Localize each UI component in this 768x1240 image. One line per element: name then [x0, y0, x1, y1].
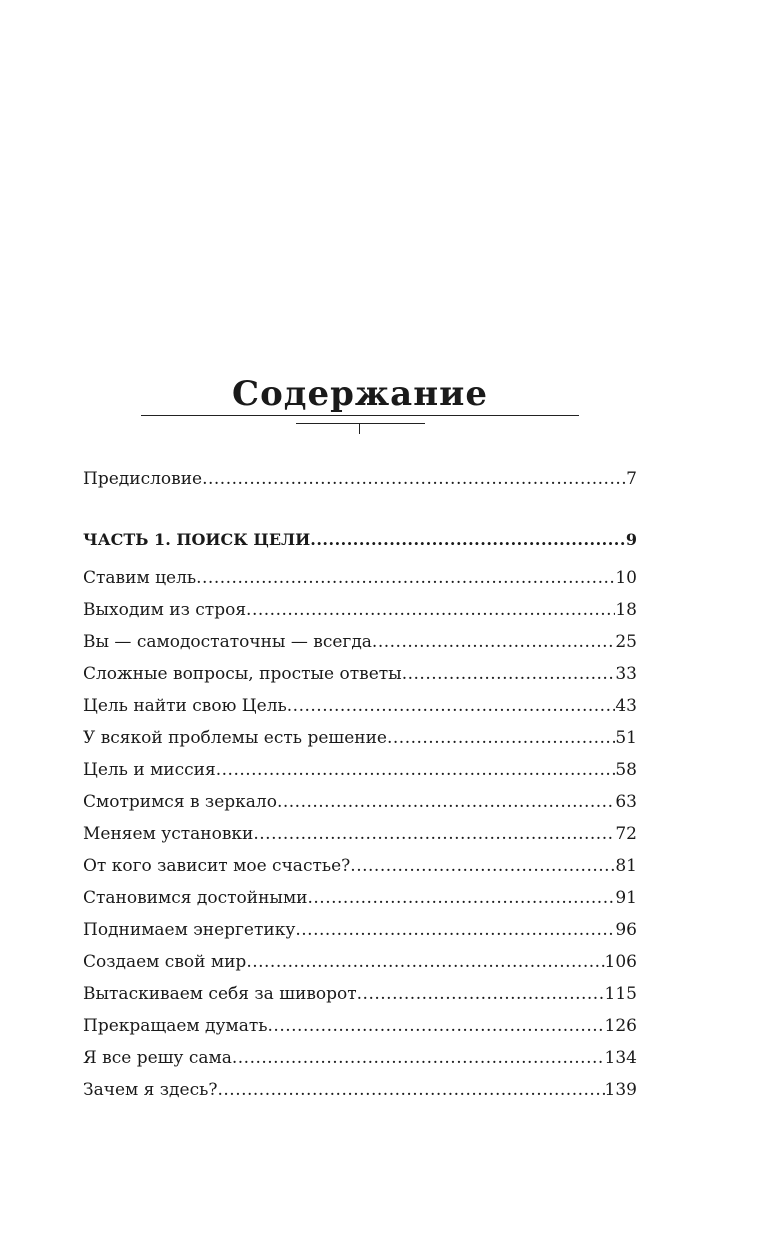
toc-entry-page: 72	[615, 824, 637, 844]
toc-entry-page: 25	[615, 632, 637, 652]
toc-entry-page: 126	[604, 1016, 637, 1036]
toc-entry-page: 58	[615, 760, 637, 780]
dot-leader	[357, 980, 605, 1008]
dot-leader	[310, 526, 626, 554]
toc-entry[interactable]	[83, 724, 637, 752]
toc-entry-title: Смотримся в зеркало	[83, 792, 277, 812]
toc-entry-page: 63	[615, 792, 637, 812]
toc-entry-page: 134	[604, 1048, 637, 1068]
toc-entry-title: Предисловие	[83, 469, 203, 489]
toc-entry-preface[interactable]	[83, 465, 637, 493]
toc-entry-page: 7	[626, 469, 637, 489]
dot-leader	[246, 596, 615, 624]
toc-part-title: ЧАСТЬ 1. ПОИСК ЦЕЛИ	[83, 530, 311, 549]
toc-entry-title: Цель найти свою Цель	[83, 696, 287, 716]
toc-entry-title: Создаем свой мир	[83, 952, 247, 972]
dot-leader	[387, 724, 615, 752]
toc-entry-page: 81	[615, 856, 637, 876]
dot-leader	[402, 660, 616, 688]
toc-entry[interactable]	[83, 756, 637, 784]
dot-leader	[277, 788, 615, 816]
toc-entry[interactable]	[83, 660, 637, 688]
dot-leader	[202, 465, 626, 493]
toc-entry[interactable]	[83, 564, 637, 592]
dot-leader	[217, 1076, 604, 1104]
toc-entry-page: 96	[615, 920, 637, 940]
toc-entry-page: 10	[615, 568, 637, 588]
dot-leader	[295, 916, 615, 944]
toc-entry-title: Поднимаем энергетику	[83, 920, 296, 940]
toc-entry-title: Зачем я здесь?	[83, 1080, 218, 1100]
toc-entry-page: 91	[615, 888, 637, 908]
toc-entry[interactable]	[83, 1044, 637, 1072]
toc-entry[interactable]	[83, 1012, 637, 1040]
toc-entry[interactable]	[83, 980, 637, 1008]
toc-entry-title: У всякой проблемы есть решение	[83, 728, 387, 748]
dot-leader	[232, 1044, 605, 1072]
toc-entry-page: 139	[604, 1080, 637, 1100]
title-ornament-rule	[296, 423, 425, 424]
toc-entry-title: Вытаскиваем себя за шиворот	[83, 984, 357, 1004]
toc-entry[interactable]	[83, 788, 637, 816]
toc-entry[interactable]	[83, 692, 637, 720]
dot-leader	[350, 852, 615, 880]
toc-entry-title: Цель и миссия	[83, 760, 216, 780]
dot-leader	[216, 756, 616, 784]
toc-part-heading[interactable]	[83, 526, 637, 554]
toc-part-page: 9	[625, 530, 637, 549]
toc-entry-title: Я все решу сама	[83, 1048, 232, 1068]
toc-entry[interactable]	[83, 916, 637, 944]
toc-entry-page: 106	[604, 952, 637, 972]
dot-leader	[372, 628, 615, 656]
toc-entry-title: Становимся достойными	[83, 888, 308, 908]
dot-leader	[308, 884, 616, 912]
toc-entry-page: 18	[615, 600, 637, 620]
toc-entry-page: 115	[604, 984, 637, 1004]
toc-entry[interactable]	[83, 884, 637, 912]
page-title: Содержание	[232, 374, 488, 414]
toc-entry-title: Ставим цель	[83, 568, 197, 588]
toc-entry-page: 33	[615, 664, 637, 684]
toc-entry[interactable]	[83, 628, 637, 656]
toc-entry-title: Выходим из строя	[83, 600, 247, 620]
toc-entry-title: От кого зависит мое счастье?	[83, 856, 351, 876]
toc-entry[interactable]	[83, 852, 637, 880]
toc-entry-title: Сложные вопросы, простые ответы	[83, 664, 402, 684]
toc-entry[interactable]	[83, 820, 637, 848]
toc-entry-title: Прекращаем думать	[83, 1016, 268, 1036]
toc-entry[interactable]	[83, 948, 637, 976]
toc-entry-title: Вы — самодостаточны — всегда	[83, 632, 372, 652]
title-ornament-tick	[359, 424, 360, 434]
toc-entry-page: 43	[615, 696, 637, 716]
dot-leader	[287, 692, 616, 720]
toc-entry[interactable]	[83, 1076, 637, 1104]
title-underline	[141, 415, 579, 416]
dot-leader	[246, 948, 604, 976]
dot-leader	[253, 820, 615, 848]
toc-entry-page: 51	[615, 728, 637, 748]
dot-leader	[268, 1012, 605, 1040]
toc-entry[interactable]	[83, 596, 637, 624]
toc-entry-title: Меняем установки	[83, 824, 254, 844]
dot-leader	[196, 564, 615, 592]
